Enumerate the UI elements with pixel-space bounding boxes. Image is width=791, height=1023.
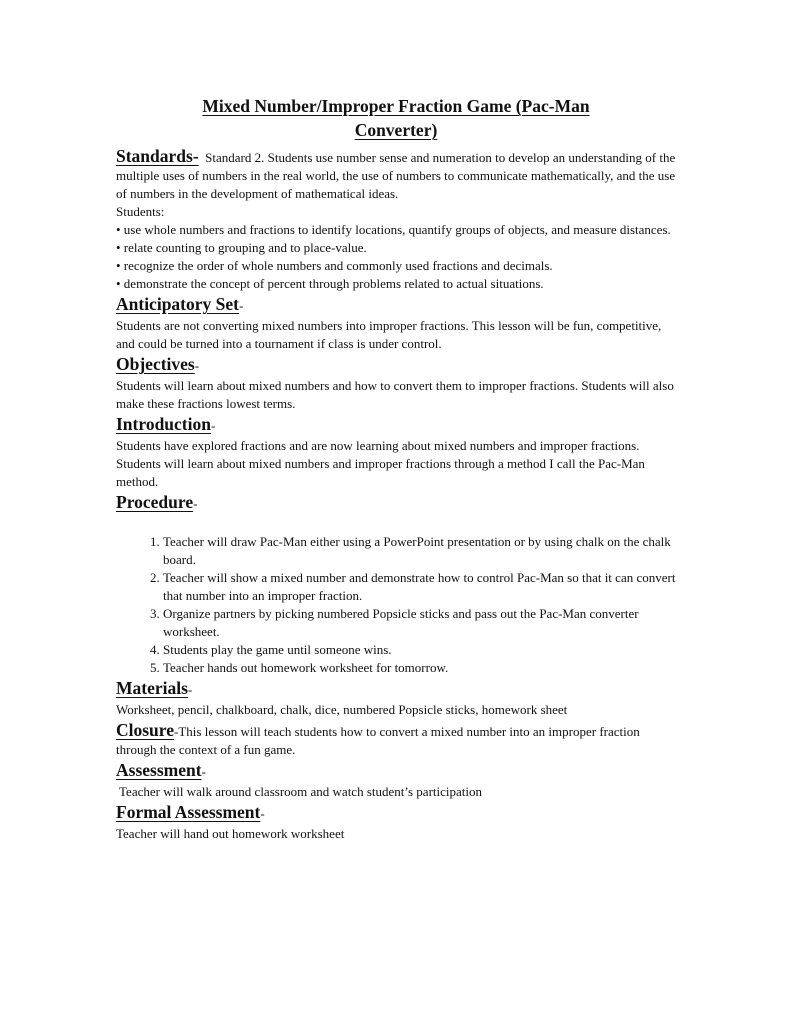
standards-bullet-2: • relate counting to grouping and to place-value. xyxy=(116,240,367,255)
objectives-text: Students will learn about mixed numbers and how to convert them to improper fractions. Students will also make these fractions lowest terms. xyxy=(116,378,674,411)
materials-section xyxy=(116,677,676,719)
title-line-2: Converter) xyxy=(354,120,438,140)
introduction-heading: Introduction xyxy=(116,414,211,434)
anticipatory-set-section xyxy=(116,293,676,353)
students-label: Students: xyxy=(116,204,165,219)
assessment-text: Teacher will walk around classroom and watch student’s participation xyxy=(116,784,482,799)
materials-heading: Materials xyxy=(116,678,188,698)
procedure-step-3: 3. Organize partners by picking numbered Popsicle sticks and pass out the Pac-Man converter worksheet. xyxy=(163,605,676,641)
standards-text: Standard 2. Students use number sense and numeration to develop an understanding of the multiple uses of numbers in the real world, the use of numbers to communicate mathematically, and the use of numbers in the development of mathematical ideas. xyxy=(116,150,676,201)
materials-dash: - xyxy=(187,682,193,697)
formal-assessment-heading: Formal Assessment xyxy=(116,802,261,822)
procedure-step-4: 4. Students play the game until someone wins. xyxy=(163,641,676,659)
formal-assessment-dash: - xyxy=(260,806,265,821)
procedure-step-2: 2. Teacher will show a mixed number and demonstrate how to control Pac-Man so that it can convert that number into an improper fraction. xyxy=(163,569,676,605)
standards-bullet-1: • use whole numbers and fractions to identify locations, quantify groups of objects, and measure distances. xyxy=(116,222,671,237)
procedure-section xyxy=(116,491,676,677)
procedure-heading: Procedure xyxy=(116,492,194,512)
standards-bullet-4: • demonstrate the concept of percent through problems related to actual situations. xyxy=(116,276,544,291)
objectives-heading: Objectives xyxy=(116,354,195,374)
anticipatory-set-text: Students are not converting mixed numbers into improper fractions. This lesson will be fun, competitive, and could be turned into a tournament if class is under control. xyxy=(116,318,662,351)
introduction-dash: - xyxy=(210,418,216,433)
objectives-section xyxy=(116,353,676,413)
materials-text: Worksheet, pencil, chalkboard, chalk, dice, numbered Popsicle sticks, homework sheet xyxy=(116,702,568,717)
assessment-dash: - xyxy=(201,764,206,779)
closure-text: -This lesson will teach students how to convert a mixed number into an improper fraction through the context of a fun game. xyxy=(116,724,640,757)
procedure-list xyxy=(116,533,676,677)
anticipatory-set-dash: - xyxy=(238,298,244,313)
closure-heading: Closure xyxy=(116,720,175,740)
formal-assessment-section xyxy=(116,801,676,843)
assessment-section xyxy=(116,759,676,801)
formal-assessment-text: Teacher will hand out homework worksheet xyxy=(116,826,345,841)
standards-heading: Standards- xyxy=(116,146,199,166)
introduction-text: Students have explored fractions and are now learning about mixed numbers and improper fractions. Students will learn about mixed numbers and improper fractions through a method I call the Pac-Man method. xyxy=(116,438,645,489)
procedure-step-5: 5. Teacher hands out homework worksheet for tomorrow. xyxy=(163,659,676,677)
standards-section xyxy=(116,145,676,293)
procedure-dash: - xyxy=(193,496,198,511)
document-page xyxy=(116,94,676,843)
standards-bullet-3: • recognize the order of whole numbers and commonly used fractions and decimals. xyxy=(116,258,553,273)
title-line-1: Mixed Number/Improper Fraction Game (Pac-Man xyxy=(202,96,590,116)
anticipatory-set-heading: Anticipatory Set xyxy=(116,294,239,314)
document-title xyxy=(116,94,676,142)
objectives-dash: - xyxy=(194,358,200,373)
procedure-step-1: 1. Teacher will draw Pac-Man either using a PowerPoint presentation or by using chalk on the chalk board. xyxy=(163,533,676,569)
closure-section xyxy=(116,719,676,759)
assessment-heading: Assessment xyxy=(116,760,202,780)
introduction-section xyxy=(116,413,676,491)
